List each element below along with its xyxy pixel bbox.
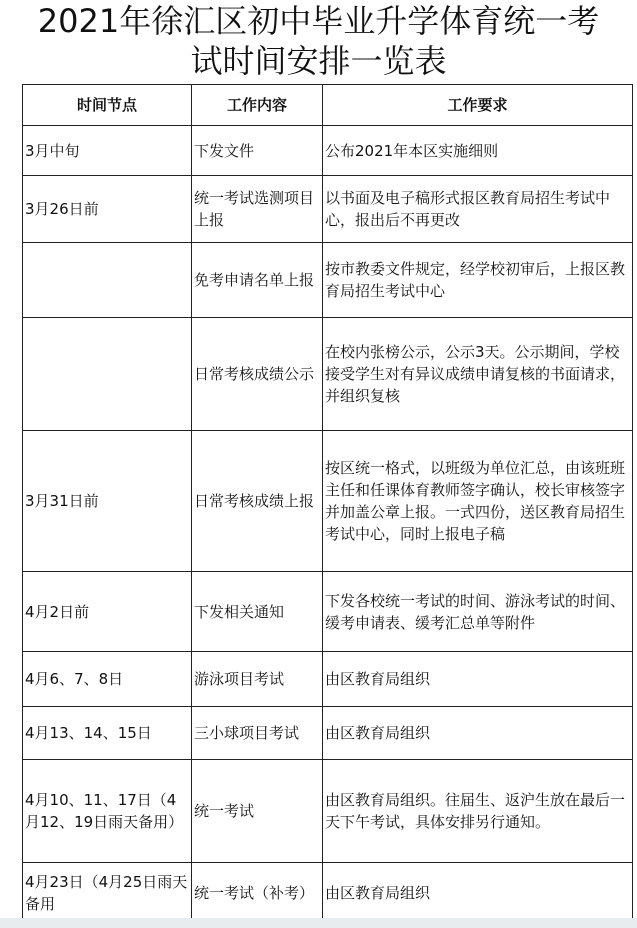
cell-time: 4月6、7、8日 [23, 652, 192, 707]
table-row [23, 863, 633, 923]
cell-requirement: 由区教育局组织 [323, 863, 633, 923]
table-row [23, 572, 633, 652]
table-row [23, 652, 633, 707]
cell-requirement: 在校内张榜公示，公示3天。公示期间，学校接受学生对有异议成绩申请复核的书面请求，并组织复核 [323, 318, 633, 431]
table-header-row [23, 85, 633, 126]
table-row [23, 318, 633, 431]
table-row [23, 243, 633, 318]
cell-time: 4月10、11、17日（4月12、19日雨天备用） [23, 760, 192, 863]
cell-task: 下发文件 [192, 126, 323, 176]
cell-task: 下发相关通知 [192, 572, 323, 652]
table-row [23, 126, 633, 176]
cell-time: 4月13、14、15日 [23, 707, 192, 760]
page-title-line1: 2021年徐汇区初中毕业升学体育统一考 [37, 2, 600, 40]
cell-requirement: 按市教委文件规定，经学校初审后，上报区教育局招生考试中心 [323, 243, 633, 318]
cell-task: 免考申请名单上报 [192, 243, 323, 318]
cell-requirement: 由区教育局组织 [323, 707, 633, 760]
cell-task: 三小球项目考试 [192, 707, 323, 760]
cell-time: 4月23日（4月25日雨天备用 [23, 863, 192, 923]
table-row [23, 707, 633, 760]
cell-task: 游泳项目考试 [192, 652, 323, 707]
table-row [23, 760, 633, 863]
header-task: 工作内容 [192, 85, 323, 126]
cell-time: 3月31日前 [23, 431, 192, 572]
schedule-table [22, 84, 633, 923]
cell-requirement: 按区统一格式，以班级为单位汇总，由该班班主任和任课体育教师签字确认，校长审核签字并加盖公章上报。一式四份，送区教育局招生考试中心，同时上报电子稿 [323, 431, 633, 572]
cell-task: 日常考核成绩公示 [192, 318, 323, 431]
cell-task: 统一考试 [192, 760, 323, 863]
cell-task: 统一考试（补考） [192, 863, 323, 923]
cell-requirement: 下发各校统一考试的时间、游泳考试的时间、缓考申请表、缓考汇总单等附件 [323, 572, 633, 652]
header-time: 时间节点 [23, 85, 192, 126]
cell-task: 统一考试选测项目上报 [192, 176, 323, 243]
header-requirement: 工作要求 [323, 85, 633, 126]
cell-requirement: 由区教育局组织。往届生、返沪生放在最后一天下午考试，具体安排另行通知。 [323, 760, 633, 863]
cell-time: 3月中旬 [23, 126, 192, 176]
cell-time [23, 243, 192, 318]
table-row [23, 431, 633, 572]
page-title-line2: 试时间安排一览表 [190, 42, 447, 80]
cell-time: 4月2日前 [23, 572, 192, 652]
cell-time: 3月26日前 [23, 176, 192, 243]
cell-requirement: 以书面及电子稿形式报区教育局招生考试中心，报出后不再更改 [323, 176, 633, 243]
table-row [23, 176, 633, 243]
cell-requirement: 公布2021年本区实施细则 [323, 126, 633, 176]
cell-task: 日常考核成绩上报 [192, 431, 323, 572]
cell-time [23, 318, 192, 431]
cell-requirement: 由区教育局组织 [323, 652, 633, 707]
bottom-edge [0, 918, 637, 928]
